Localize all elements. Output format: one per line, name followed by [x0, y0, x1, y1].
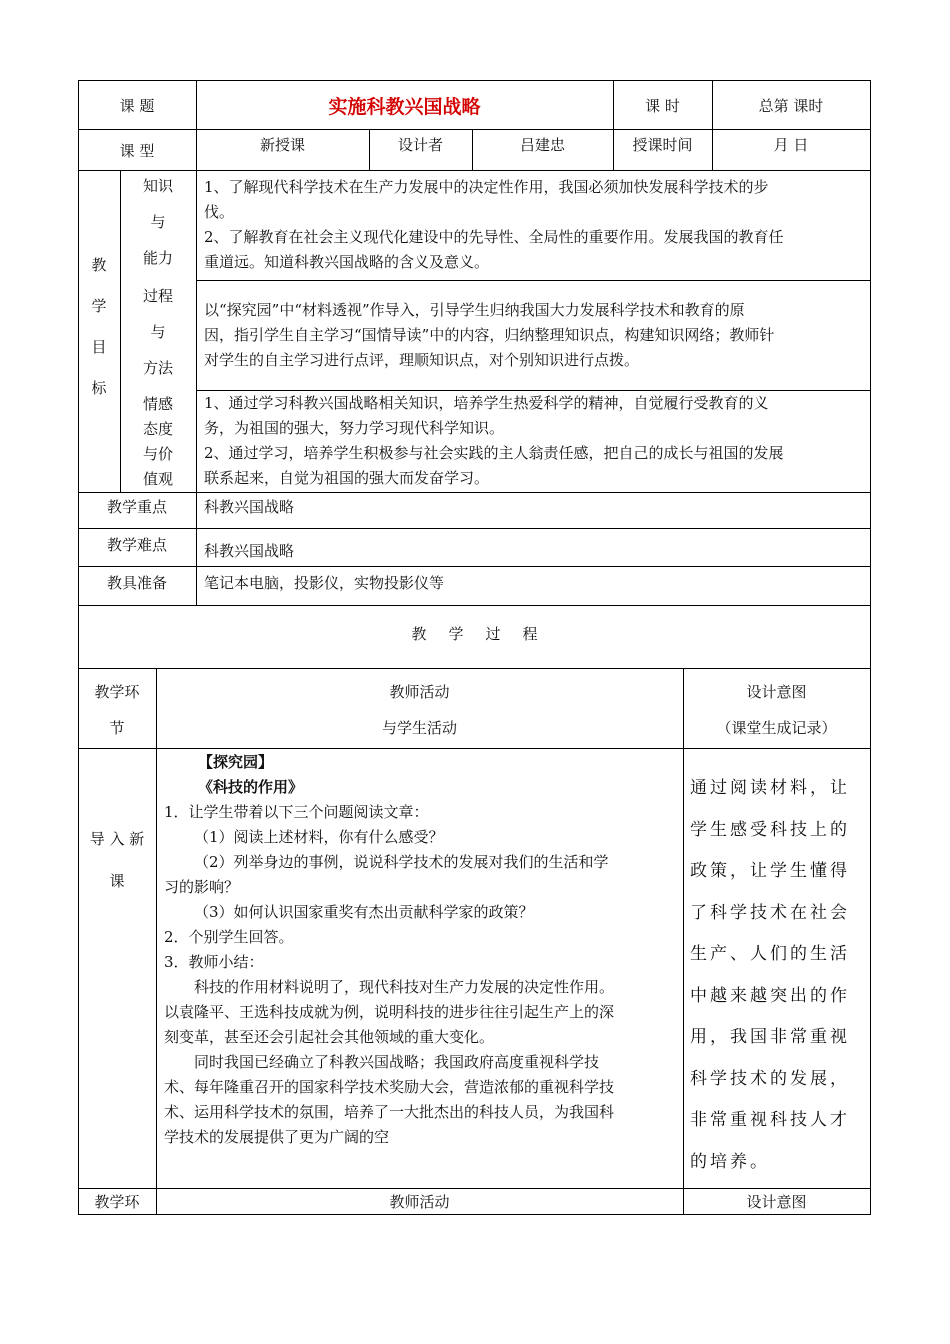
designer-value: 吕建忠: [519, 136, 565, 154]
key-points-value: 科教兴国战略: [204, 498, 295, 516]
type-label: 课 型: [119, 142, 155, 160]
question-2-cont: 习的影响？: [164, 878, 240, 896]
time-label: 授课时间: [632, 136, 693, 154]
knowledge-label: 知识 与 能力: [142, 177, 173, 267]
heading-explore: 【探究园】: [198, 753, 274, 771]
stage-column-header: 教学环 节: [94, 683, 140, 737]
summary-1: 科技的作用材料说明了，现代科技对生产力发展的决定性作用。: [194, 978, 615, 996]
intro-activity: 【探究园】 《科技的作用》 1．让学生带着以下三个问题阅读文章： （1）阅读上述材料，你有什么感受？ （2）列举身边的事例，说说科学技术的发展对我们的生活和学 习的影响？ （3）如何认识国家重奖有杰出贡献科学家的政策？ 2．个别学生回答。 3．教师小结： 科技的作用材料说明了，现代科技对生产力发展的决定性作用。 以袁隆平、王选科技成就为例，说明科技的进步往往引起生产上的深 刻变革，甚至还会引起社会其他领域的重大变化。 同时我国已经确立了科教兴国战略；我国政府高度重视科学技 术、每年隆重召开的国家科学技术奖励大会，营造浓郁的重视科学技 术、运用科学技术的氛围，培养了一大批杰出的科技人员，为我国科 学技术的发展提供了更为广阔的空: [164, 750, 678, 1150]
process-title: 教学过程: [411, 625, 560, 643]
question-3: （3）如何认识国家重奖有杰出贡献科学家的政策？: [194, 903, 534, 921]
designer-label: 设计者: [397, 136, 443, 154]
period-value: 总第 课时: [758, 97, 824, 115]
emotion-text: 1、通过学习科教兴国战略相关知识，培养学生热爱科学的精神，自觉履行受教育的义 务，为祖国的强大，努力学习现代科学知识。 2、通过学习，培养学生积极参与社会实践的主人翁责任感，把自己的成长与祖国的发展 联系起来，自觉为祖国的强大而发奋学习。: [204, 394, 784, 487]
topic-label: 课 题: [119, 97, 155, 115]
heading-material: 《科技的作用》: [198, 778, 304, 796]
difficulties-label: 教学难点: [106, 536, 167, 554]
objectives-label: 教 学 目 标: [91, 256, 107, 397]
question-2: （2）列举身边的事例，说说科学技术的发展对我们的生活和学: [194, 853, 609, 871]
intro-design-intent: 通过阅读材料，让 学生感受科技上的 政策，让学生懂得 了科学技术在社会 生产、人们的生活 中越来越突出的作 用，我国非常重视 科学技术的发展， 非常重视科技人才 的培养。: [690, 778, 850, 1172]
tools-value: 笔记本电脑，投影仪，实物投影仪等: [204, 574, 445, 592]
design-column-header: 设计意图 （课堂生成记录）: [716, 683, 837, 737]
type-value: 新授课: [259, 136, 305, 154]
step-2: 2．个别学生回答。: [164, 928, 294, 946]
footer-activity-header: 教师活动: [389, 1193, 450, 1211]
footer-design-header: 设计意图: [746, 1193, 807, 1211]
process-label: 过程 与 方法: [142, 287, 173, 377]
knowledge-text: 1、了解现代科学技术在生产力发展中的决定性作用，我国必须加快发展科学技术的步 伐。 2、了解教育在社会主义现代化建设中的先导性、全局性的重要作用。发展我国的教育任 重道远。知道科教兴国战略的含义及意义。: [204, 178, 784, 271]
summary-2: 同时我国已经确立了科教兴国战略；我国政府高度重视科学技: [194, 1053, 600, 1071]
emotion-label: 情感 态度 与价 值观: [142, 395, 173, 488]
question-intro: 1．让学生带着以下三个问题阅读文章：: [164, 803, 429, 821]
activity-column-header: 教师活动 与学生活动: [381, 683, 457, 737]
difficulties-value: 科教兴国战略: [204, 542, 295, 560]
process-text: 以“探究园”中“材料透视”作导入，引导学生归纳我国大力发展科学技术和教育的原 因，指引学生自主学习“国情导读”中的内容，归纳整理知识点，构建知识网络；教师针 对学生的自主学习进行点评，理顺知识点，对个别知识进行点拨。: [204, 301, 775, 369]
time-value: 月 日: [773, 136, 809, 154]
footer-stage-header: 教学环: [94, 1193, 140, 1211]
intro-stage-label: 导 入 新 课: [89, 830, 145, 890]
question-1: （1）阅读上述材料，你有什么感受？: [194, 828, 444, 846]
period-label: 课 时: [645, 97, 680, 115]
step-3: 3．教师小结：: [164, 953, 264, 971]
lesson-title: 实施科教兴国战略: [328, 96, 481, 118]
key-points-label: 教学重点: [106, 498, 167, 516]
tools-label: 教具准备: [106, 574, 167, 592]
